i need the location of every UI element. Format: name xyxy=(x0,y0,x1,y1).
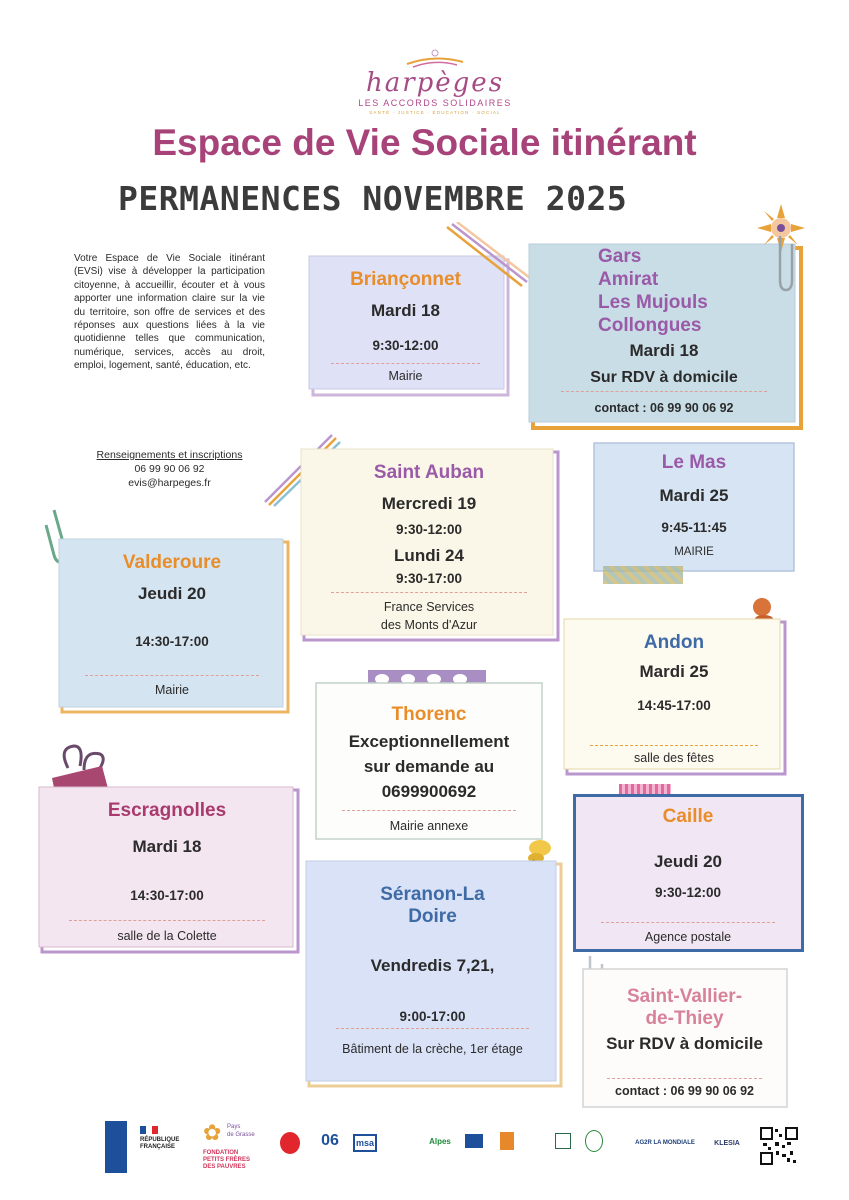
dashed-divider xyxy=(342,810,515,811)
pays-de-grasse-logo xyxy=(203,1120,261,1176)
rdv-note: Sur RDV à domicile xyxy=(606,1034,763,1053)
fondation-label: FONDATION xyxy=(203,1150,239,1156)
day-label: Jeudi 20 xyxy=(137,584,207,603)
place-name: Doire xyxy=(408,906,457,927)
rdv-note: Sur RDV à domicile xyxy=(590,369,738,386)
harpeges-logo xyxy=(330,48,540,128)
logo-swoosh-icon xyxy=(395,48,475,70)
day-label: Mardi 18 xyxy=(629,341,699,360)
card-lemas xyxy=(593,442,795,572)
flower-icon: ✿ xyxy=(203,1120,222,1145)
hours-label: 9:30-12:00 xyxy=(654,885,722,900)
card-gars xyxy=(528,243,800,426)
place-list xyxy=(528,245,758,337)
pays-label: Pays xyxy=(227,1124,241,1130)
location-label: Agence postale xyxy=(644,930,732,944)
day-label: Mardi 18 xyxy=(371,301,440,320)
place-name: Gars xyxy=(598,246,642,267)
logo-name: harpèges xyxy=(365,68,505,98)
card-escragnolles xyxy=(38,786,296,950)
hours-label: 9:30-17:00 xyxy=(395,571,463,586)
place-name: de-Thiey xyxy=(645,1008,724,1029)
location-label: Mairie annexe xyxy=(389,819,469,833)
contact-block xyxy=(74,448,265,490)
location-label: France Services xyxy=(383,600,475,614)
stripe-tape-icon xyxy=(442,222,532,292)
hours-label: 9:45-11:45 xyxy=(661,520,727,535)
hours-label: 9:00-17:00 xyxy=(399,1009,466,1024)
info-line: sur demande au xyxy=(363,757,495,776)
page-subtitle: PERMANENCES NOVEMBRE 2025 xyxy=(118,179,628,218)
location-label: MAIRIE xyxy=(674,546,714,558)
paperclip-icon xyxy=(772,232,798,294)
flag-icon xyxy=(140,1126,158,1134)
dashed-divider xyxy=(331,363,479,364)
departement-06-logo: 06 xyxy=(321,1132,339,1149)
republique-francaise-logo xyxy=(140,1126,185,1168)
place-name: Les Mujouls xyxy=(598,292,708,313)
fondation-label: DES PAUVRES xyxy=(203,1164,246,1170)
place-name: Escragnolles xyxy=(107,800,227,821)
place-name: Briançonnet xyxy=(350,269,461,290)
dashed-divider xyxy=(336,1028,530,1029)
hours-label: 9:30-12:00 xyxy=(372,338,439,353)
phone-line: 0699900692 xyxy=(381,782,477,801)
card-seranon xyxy=(305,860,560,1085)
place-name: Thorenc xyxy=(391,704,467,725)
card-caille xyxy=(573,794,803,952)
rf-label: RÉPUBLIQUE xyxy=(140,1137,180,1143)
dashed-divider xyxy=(590,745,759,746)
contact-phone: 06 99 90 06 92 xyxy=(134,463,205,475)
card-saintvallier xyxy=(582,968,787,1108)
place-name: Amirat xyxy=(598,269,659,290)
alpes-logo: Alpes xyxy=(429,1137,451,1146)
location-label: Bâtiment de la crèche, 1er étage xyxy=(342,1042,523,1056)
place-name: Valderoure xyxy=(122,552,222,573)
hours-label: 14:45-17:00 xyxy=(637,698,711,713)
logo-tagline: LES ACCORDS SOLIDAIRES xyxy=(358,98,512,108)
card-valderoure xyxy=(58,538,286,710)
day-label: Mercredi 19 xyxy=(381,494,477,513)
info-line: Exceptionnellement xyxy=(348,732,510,751)
partner-logo xyxy=(585,1130,603,1152)
page-title: Espace de Vie Sociale itinérant xyxy=(152,122,697,163)
dashed-divider xyxy=(69,920,265,921)
contact-label: contact : 06 99 90 06 92 xyxy=(615,1084,754,1098)
day-label: Lundi 24 xyxy=(394,546,464,565)
card-saintauban xyxy=(300,448,558,640)
msa-logo: msa xyxy=(353,1134,377,1152)
intro-text: Votre Espace de Vie Sociale itinérant (EVSi) vise à développer la participation citoyenne, à accueillir, écouter et à vous apporter une information claire sur la vie du territoire, son offre de services et des réponses aux questions liées à la vie quotidienne telles que communication, numérique, services, accès au droit, emploi, logement, santé, éducation, etc. xyxy=(74,253,265,372)
partner-logos xyxy=(95,1118,805,1180)
dashed-divider xyxy=(331,592,527,593)
contact-email[interactable]: evis@harpeges.fr xyxy=(128,477,211,489)
washi-tape-icon xyxy=(603,566,683,584)
location-label: salle de la Colette xyxy=(117,929,217,943)
place-name: Séranon-La xyxy=(380,884,485,905)
card-andon xyxy=(563,618,785,773)
region-logo xyxy=(500,1132,514,1150)
day-label: Jeudi 20 xyxy=(653,852,723,871)
fondation-label: PETITS FRÈRES xyxy=(203,1157,251,1163)
location-label: Mairie xyxy=(154,683,190,697)
day-label: Mardi 18 xyxy=(132,837,202,856)
day-label: Vendredis 7,21, xyxy=(370,956,495,975)
hours-label: 14:30-17:00 xyxy=(135,634,209,649)
day-label: Mardi 25 xyxy=(659,486,729,505)
hours-label: 14:30-17:00 xyxy=(130,888,204,903)
contact-label: contact : 06 99 90 06 92 xyxy=(594,401,734,415)
day-label: Mardi 25 xyxy=(639,662,709,681)
partner-logo xyxy=(555,1133,571,1149)
card-thorenc xyxy=(315,682,543,840)
place-name: Saint-Vallier- xyxy=(626,986,743,1007)
caf-logo xyxy=(105,1121,127,1173)
rf-label: FRANÇAISE xyxy=(140,1144,176,1150)
hours-label: 9:30-12:00 xyxy=(395,522,463,537)
pays-label: de Grasse xyxy=(227,1132,255,1138)
qr-code-icon xyxy=(760,1127,798,1165)
dashed-divider xyxy=(561,391,768,392)
ag2r-logo: AG2R LA MONDIALE xyxy=(635,1140,695,1146)
dashed-divider xyxy=(85,675,258,676)
location-label: des Monts d'Azur xyxy=(380,618,478,632)
dashed-divider xyxy=(601,922,776,923)
eu-flag-logo xyxy=(465,1134,483,1148)
location-label: salle des fêtes xyxy=(634,751,714,765)
solidarite-logo xyxy=(280,1132,300,1154)
logo-subline: SANTÉ · JUSTICE · ÉDUCATION · SOCIAL xyxy=(369,110,501,115)
place-name: Collongues xyxy=(598,315,702,336)
place-name: Caille xyxy=(662,806,714,827)
place-name: Saint Auban xyxy=(373,462,485,483)
klesia-logo: KLESIA xyxy=(714,1140,740,1147)
location-label: Mairie xyxy=(388,369,423,383)
contact-heading: Renseignements et inscriptions xyxy=(96,449,243,461)
place-name: Le Mas xyxy=(661,452,727,473)
dashed-divider xyxy=(607,1078,763,1079)
place-name: Andon xyxy=(643,632,705,653)
